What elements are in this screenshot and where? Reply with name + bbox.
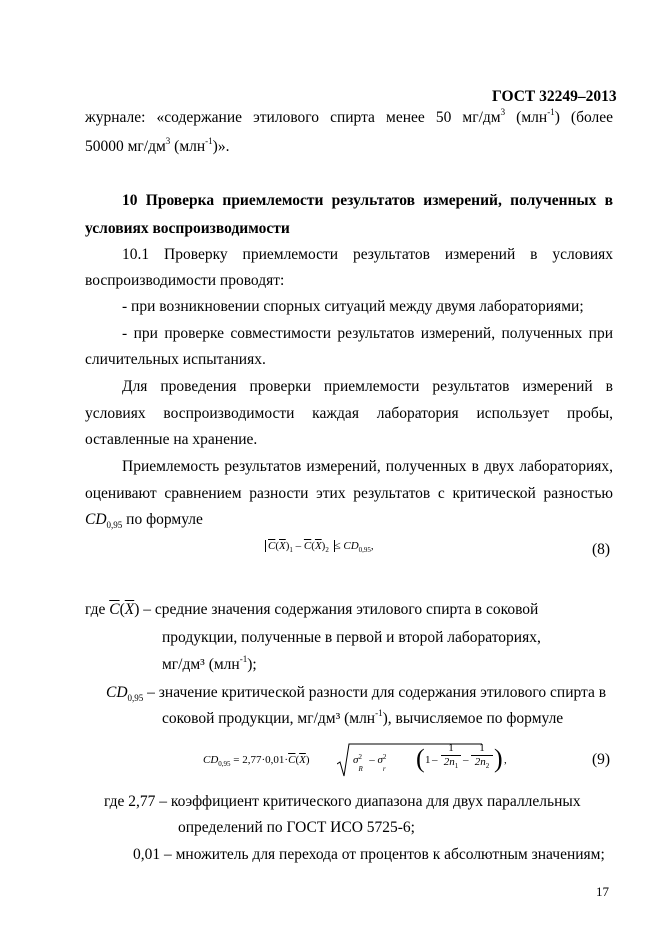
text-fragment: ), вычисляемое по формуле [382, 710, 564, 727]
definition-line [162, 655, 257, 675]
superscript: -1 [375, 707, 383, 718]
fraction-numerator: 1 [448, 742, 454, 754]
bullet-item: - при возникновении спорных ситуаций между двумя лабораториями; [122, 298, 584, 315]
definition-line [106, 683, 606, 703]
formula-symbol: $\overline{C}$ [268, 540, 276, 552]
fraction-denominator: 2n [474, 756, 486, 768]
formula-symbol: $\overline{C}$ [288, 754, 296, 766]
paragraph-line: сличительных испытаниях. [85, 351, 266, 368]
formula-punct: , [504, 754, 507, 766]
formula-operator: – [432, 754, 438, 766]
paragraph-line [85, 510, 203, 530]
formula-symbol: σ [353, 754, 359, 766]
formula-operator: – [463, 754, 469, 766]
superscript: -1 [205, 135, 213, 146]
text-fragment: )». [212, 138, 230, 155]
text-fragment: ); [247, 656, 257, 673]
definition-line: где 2,77 – коэффициент критического диапазона для двух параллельных [104, 793, 581, 810]
paragraph-line: воспроизводимости проводят: [85, 272, 285, 289]
superscript: -1 [547, 106, 555, 117]
subscript: 2 [485, 762, 490, 771]
equation-number: (9) [592, 751, 611, 768]
formula-radicand: σ 2 R – σ 2 r [353, 753, 387, 773]
text-fragment: CD [106, 684, 128, 701]
formula-symbol: $\overline{C}$ [303, 540, 312, 552]
formula-symbol: CD [203, 754, 219, 766]
formula-number: 1 [425, 754, 431, 766]
formula-symbol: $\overline{X}$ [299, 754, 306, 766]
formula-symbol: $\overline{X}$ [279, 540, 286, 552]
formula-number: 2,77 [242, 754, 262, 766]
formula-lhs: $CD_{0,95} = 2,77\cdot 0,01\cdot\overline{C}(\overline{X})$ [203, 754, 310, 769]
text-line [85, 108, 613, 128]
fraction-2 [471, 742, 493, 771]
fraction-bar [471, 755, 493, 771]
paragraph-line: оставленные на хранение. [85, 431, 258, 448]
text-fragment: 50000 мг/дм [85, 138, 166, 155]
formula-number: 0,01 [265, 754, 285, 766]
formula-operator: · [284, 754, 289, 766]
text-fragment: (млн [170, 138, 206, 155]
formula-operator: = [233, 754, 240, 766]
fraction-denominator: 2n [443, 756, 455, 768]
paren-close: ) [494, 744, 503, 773]
paragraph-line: условиях воспроизводимости каждая лаборатория использует пробы, [85, 405, 613, 422]
paragraph-line: оценивают сравнением разности этих результатов с критической разностью [85, 485, 613, 502]
fraction-bar [441, 755, 461, 771]
paragraph-line: 10.1 Проверку приемлемости результатов измерений в условиях [122, 246, 613, 263]
text-fragment: мг/дм³ (млн [162, 656, 240, 673]
formula-operator: – [369, 754, 375, 766]
formula-symbol: σ [377, 754, 383, 766]
subscript: 0,95 [127, 693, 144, 704]
bullet-item: - при проверке совместимости результатов измерений, полученных при [122, 325, 613, 342]
formula-9 [203, 742, 483, 780]
subscript: 0,95 [106, 520, 123, 531]
text-fragment: CD [85, 511, 107, 528]
formula-symbol: $\overline{X}$ [124, 601, 135, 618]
formula-symbol: $\overline{C}$ [109, 601, 120, 618]
text-fragment: где [85, 601, 110, 618]
definition-line [162, 709, 563, 729]
text-fragment: (млн [505, 109, 548, 126]
text-fragment: – значение критической разности для содержания этилового спирта в [143, 684, 607, 701]
absolute-value: $\overline{C}(\overline{X})_1 - \overline{C}(\overline{X})_2$ [265, 540, 335, 552]
document-header: ГОСТ 32249–2013 [492, 88, 617, 105]
formula-operator: · [261, 754, 266, 766]
text-fragment: ) (более [554, 109, 614, 126]
page-number: 17 [596, 884, 609, 899]
fraction-numerator: 1 [479, 742, 485, 754]
formula-operator: – [295, 540, 302, 552]
fraction-1 [441, 742, 461, 771]
superscript: -1 [239, 653, 248, 664]
paragraph-line: Приемлемость результатов измерений, полученных в двух лабораториях, [122, 458, 613, 475]
text-fragment: соковой продукции, мг/дм³ (млн [162, 710, 376, 727]
subscript: 1 [454, 762, 459, 771]
definition-line: 0,01 – множитель для перехода от процентов к абсолютным значениям; [133, 846, 605, 863]
formula-symbol: CD [343, 540, 359, 552]
paren-open: ( [416, 744, 425, 773]
text-line [85, 137, 229, 157]
definition-line: где $\overline{C}(\overline{X})$ – средние значения содержания этилового спирта в соковой [85, 601, 539, 618]
section-title-line: условиях воспроизводимости [85, 220, 290, 237]
subscript: 1 [289, 546, 293, 555]
subscript: 2 [325, 546, 329, 555]
text-fragment: по формуле [122, 511, 203, 528]
definition-line: продукции, полученные в первой и второй лабораториях, [162, 629, 541, 646]
paragraph-line: Для проведения проверки приемлемости результатов измерений в [122, 378, 613, 395]
definition-line: определений по ГОСТ ИСО 5725-6; [178, 819, 415, 836]
formula-operator: ≤ [334, 540, 341, 552]
subscript: 0,95 [218, 760, 231, 769]
section-title-line: 10 Проверка приемлемости результатов измерений, полученных в [122, 192, 613, 209]
text-fragment: – средние значения содержания этилового спирта в соковой [139, 601, 539, 618]
formula-symbol: $\overline{X}$ [314, 540, 322, 552]
formula-8 [265, 540, 374, 555]
superscript: 3 [165, 135, 171, 146]
equation-number: (8) [592, 541, 611, 558]
text-fragment: журнале: «содержание этилового спирта менее 50 мг/дм [85, 109, 501, 126]
subscript: 0,95 [358, 546, 371, 555]
formula-punct: , [370, 540, 374, 552]
superscript: 3 [500, 106, 506, 117]
